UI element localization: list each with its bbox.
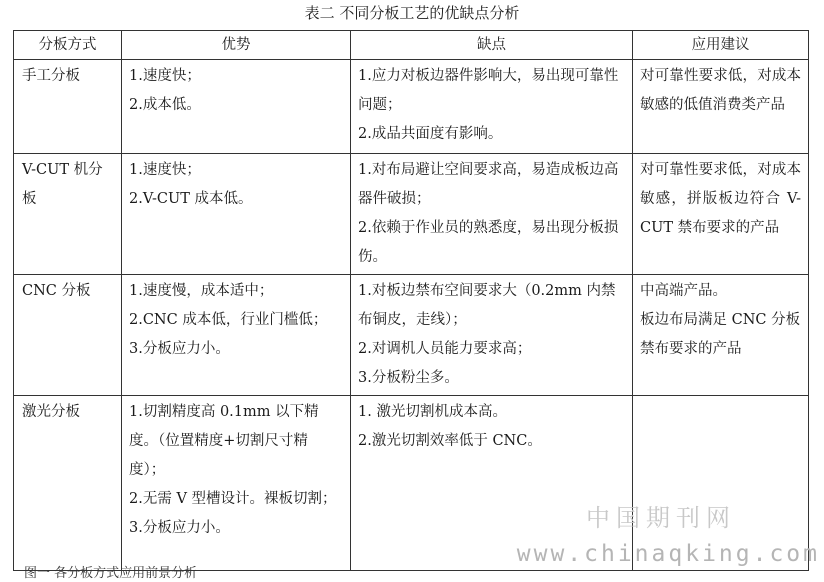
cons-item: 2.成品共面度有影响。 xyxy=(358,126,503,142)
pros-item: 2.无需 V 型槽设计。裸板切割； xyxy=(129,491,337,507)
cons-item: 3.分板粉尘多。 xyxy=(358,370,459,386)
table-row xyxy=(14,154,809,275)
header-cons: 缺点 xyxy=(351,31,633,60)
pros-cell xyxy=(122,154,351,275)
pros-item: 1.切割精度高 0.1mm 以下精度。（位置精度+切割尺寸精度）； xyxy=(129,404,319,478)
advice-cell xyxy=(633,275,809,396)
header-advice: 应用建议 xyxy=(633,31,809,60)
cons-cell xyxy=(351,154,633,275)
pros-cell xyxy=(122,396,351,571)
pros-item: 1.速度慢，成本适中； xyxy=(129,283,274,299)
pros-cell xyxy=(122,275,351,396)
watermark-text: 中国期刊网 xyxy=(586,504,736,532)
table-title: 表二 不同分板工艺的优缺点分析 xyxy=(304,4,520,22)
table-header-row xyxy=(14,31,809,60)
pros-item: 3.分板应力小。 xyxy=(129,341,230,357)
method-cell: V-CUT 机分板 xyxy=(14,154,122,275)
cons-item: 2.激光切割效率低于 CNC。 xyxy=(358,433,542,449)
header-pros: 优势 xyxy=(122,31,351,60)
pros-item: 1.速度快； xyxy=(129,68,201,84)
header-method: 分板方式 xyxy=(14,31,122,60)
comparison-table xyxy=(13,30,809,571)
cons-item: 1.应力对板边器件影响大，易出现可靠性问题； xyxy=(358,68,619,113)
cons-cell xyxy=(351,60,633,154)
cons-item: 2.依赖于作业员的熟悉度，易出现分板损伤。 xyxy=(358,220,619,265)
cons-item: 1. 激光切割机成本高。 xyxy=(358,404,507,420)
pros-item: 2.成本低。 xyxy=(129,97,201,113)
figure-caption: 图一 各分板方式应用前景分析 xyxy=(24,566,198,581)
cons-item: 1.对板边禁布空间要求大（0.2mm 内禁布铜皮，走线）； xyxy=(358,283,616,328)
pros-item: 2.V-CUT 成本低。 xyxy=(129,191,253,207)
advice-item: 中高端产品。 xyxy=(640,283,727,299)
advice-cell: 对可靠性要求低，对成本敏感，拼版板边符合 V-CUT 禁布要求的产品 xyxy=(633,154,809,275)
pros-cell xyxy=(122,60,351,154)
advice-cell: 对可靠性要求低，对成本敏感的低值消费类产品 xyxy=(633,60,809,154)
table-row xyxy=(14,275,809,396)
cons-item: 2.对调机人员能力要求高； xyxy=(358,341,532,357)
pros-item: 3.分板应力小。 xyxy=(129,520,230,536)
advice-item: 板边布局满足 CNC 分板禁布要求的产品 xyxy=(640,312,801,357)
table-row xyxy=(14,60,809,154)
pros-item: 1.速度快； xyxy=(129,162,201,178)
cons-cell xyxy=(351,275,633,396)
pros-item: 2.CNC 成本低，行业门槛低； xyxy=(129,312,328,328)
cons-item: 1.对布局避让空间要求高，易造成板边高器件破损； xyxy=(358,162,619,207)
method-cell: 激光分板 xyxy=(14,396,122,571)
watermark-url: www.chinaqking.com xyxy=(516,541,820,567)
method-cell: CNC 分板 xyxy=(14,275,122,396)
method-cell: 手工分板 xyxy=(14,60,122,154)
